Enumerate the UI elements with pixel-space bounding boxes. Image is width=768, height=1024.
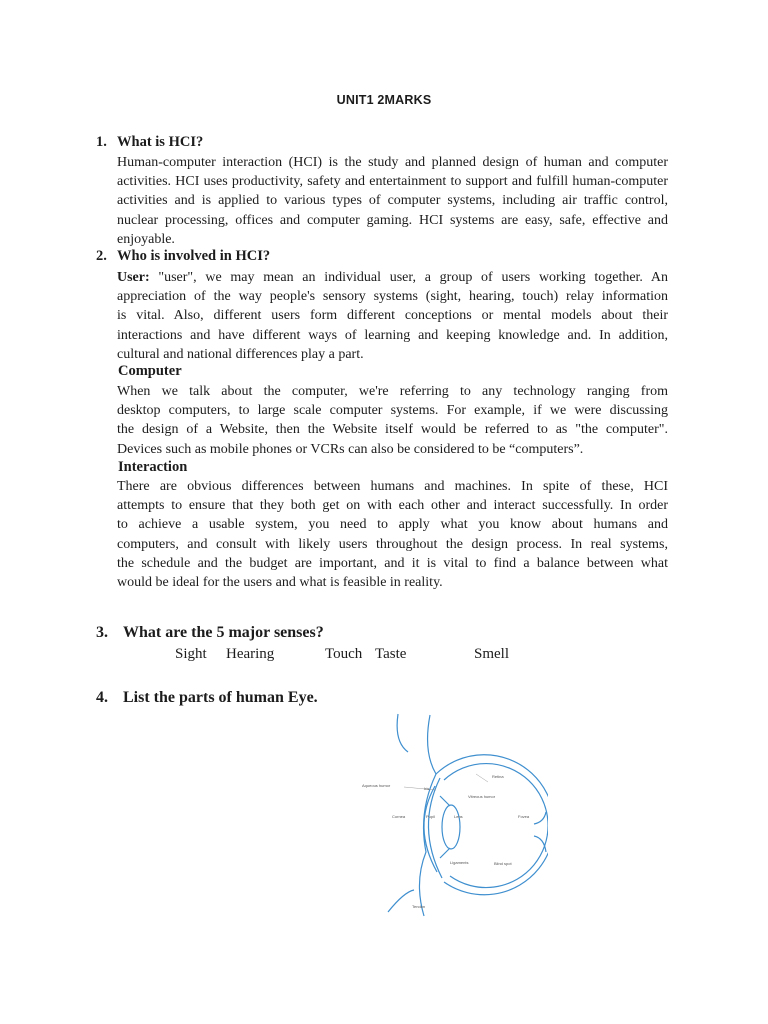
cornea-outer-outline — [424, 786, 437, 872]
question-number: 1. — [96, 134, 107, 150]
text-line: the schedule and the budget are important, and it is vital to find a balance between what — [117, 555, 668, 571]
text-line: appreciation of the way people's sensory systems (sight, hearing, touch) relay information — [117, 289, 668, 305]
label-aqueous-humor: Aqueous humor — [362, 783, 391, 788]
label-cornea: Cornea — [392, 814, 406, 819]
question-text: What are the 5 major senses? — [123, 624, 324, 641]
sense-taste: Taste — [375, 646, 407, 662]
question-text: List the parts of human Eye. — [123, 689, 318, 706]
question-2-heading — [96, 248, 270, 265]
eyelid-lines — [388, 714, 414, 912]
label-fovea: Fovea — [518, 814, 530, 819]
text-line: interactions and have different ways of learning and keeping knowledge and. In addition, — [117, 327, 668, 343]
user-paragraph — [117, 268, 668, 364]
question-number: 4. — [96, 689, 108, 706]
sense-touch: Touch — [325, 646, 363, 662]
text-line: Devices such as mobile phones or VCRs can also be considered to be “computers”. — [117, 441, 584, 457]
text-line: activities. HCI uses productivity, safety and entertainment to support and fulfill human-computer — [117, 174, 668, 190]
answer-1-paragraph — [117, 153, 668, 249]
sense-sight: Sight — [175, 646, 207, 662]
text-line: activities and is applied to various types of computer systems, including air traffic control, — [117, 193, 668, 209]
user-label: User: — [117, 270, 150, 285]
sense-smell: Smell — [474, 646, 510, 662]
sense-hearing: Hearing — [226, 646, 275, 662]
question-3-heading — [96, 624, 324, 642]
human-eye-diagram — [358, 712, 548, 918]
label-pupil: Pupil — [426, 814, 435, 819]
text-line: the design of a Website, then the Website itself would be referred to as "the computer". — [117, 422, 668, 438]
cornea-outline — [428, 778, 442, 878]
text-span: "user", we may mean an individual user, a group of users working together. An — [149, 270, 668, 285]
optic-nerve — [534, 812, 546, 852]
interaction-paragraph — [117, 477, 668, 592]
text-line: enjoyable. — [117, 231, 175, 247]
lens-shape — [442, 805, 460, 849]
text-line — [117, 268, 668, 287]
label-lens: Lens — [454, 814, 463, 819]
label-blind-spot: Blind spot — [494, 861, 512, 866]
text-line: computers, and consult with likely users throughout the design process. In real systems, — [117, 536, 668, 552]
question-text: What is HCI? — [117, 134, 204, 150]
question-4-heading — [96, 689, 318, 707]
text-line: would be ideal for the users and what is feasible in reality. — [117, 574, 443, 590]
text-line: Human-computer interaction (HCI) is the study and planned design of human and computer — [117, 155, 668, 170]
label-iris: Iris — [424, 786, 430, 791]
label-ligaments: Ligaments — [450, 860, 469, 865]
question-text: Who is involved in HCI? — [117, 248, 271, 264]
text-line: nuclear processing, offices and computer gaming. HCI systems are easy, safe, effective and — [117, 212, 668, 228]
label-retina: Retina — [492, 774, 504, 779]
text-line: desktop computers, to large scale computer systems. For example, if we were discussing — [117, 403, 668, 419]
interaction-heading: Interaction — [118, 459, 188, 475]
computer-heading: Computer — [118, 363, 182, 379]
text-line: to achieve a usable system, you need to apply what you know about humans and — [117, 517, 668, 533]
document-title: UNIT1 2MARKS — [336, 93, 432, 107]
computer-paragraph — [117, 382, 668, 459]
text-line: There are obvious differences between humans and machines. In spite of these, HCI — [117, 479, 668, 494]
question-number: 3. — [96, 624, 108, 641]
text-line: cultural and national differences play a part. — [117, 346, 364, 362]
text-line: is vital. Also, different users form different conceptions or mental models about their — [117, 308, 668, 324]
question-1-heading — [96, 134, 203, 151]
question-number: 2. — [96, 248, 107, 264]
text-line: When we talk about the computer, we're referring to any technology ranging from — [117, 384, 668, 399]
label-vitreous-humor: Vitreous humor — [468, 794, 496, 799]
label-tendon: Tendon — [412, 904, 426, 909]
text-line: attempts to ensure that they both get on with each other and interact successfully. In order — [117, 498, 668, 514]
